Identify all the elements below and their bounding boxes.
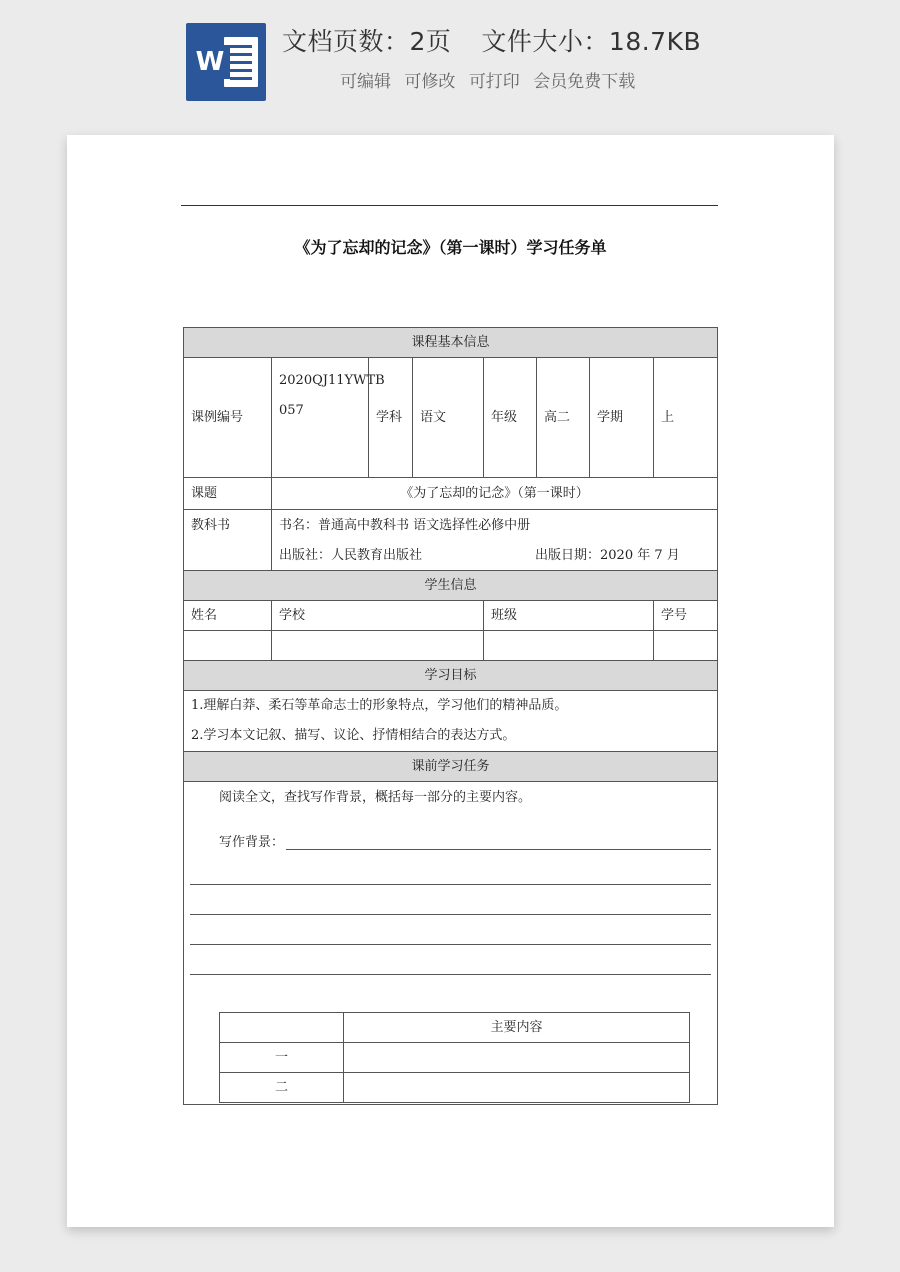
- class-field: [484, 631, 654, 661]
- topic-label: 课题: [184, 478, 272, 510]
- grade-value: 高二: [537, 358, 590, 478]
- file-size: 文件大小：18.7KB: [481, 27, 702, 56]
- subject-value: 语文: [413, 358, 484, 478]
- feature-list: [340, 67, 643, 92]
- feature-modifiable: 可修改: [404, 72, 456, 92]
- publisher-row: [279, 548, 710, 568]
- pre-task-header: 课前学习任务: [184, 752, 718, 782]
- part-label: 一: [220, 1043, 344, 1073]
- course-info-header: 课程基本信息: [184, 328, 718, 358]
- download-banner: [0, 0, 900, 118]
- main-content-header: 主要内容: [344, 1013, 690, 1043]
- topic-value: 《为了忘却的记念》（第一课时）: [272, 478, 718, 510]
- term-label: 学期: [590, 358, 654, 478]
- feature-printable: 可打印: [468, 72, 520, 92]
- goals-header: 学习目标: [184, 661, 718, 691]
- term-value: 上: [654, 358, 718, 478]
- answer-line: [286, 849, 711, 850]
- document-page: [67, 135, 834, 1227]
- answer-line: [190, 944, 711, 945]
- feature-member-download: 会员免费下载: [533, 72, 636, 92]
- header-rule: [181, 205, 718, 206]
- class-label: 班级: [484, 601, 654, 631]
- answer-line: [190, 884, 711, 885]
- task-sheet-table: [183, 327, 717, 1105]
- publisher: 出版社：人民教育出版社: [279, 548, 423, 563]
- word-icon-letter: W: [190, 45, 230, 79]
- publish-date: 出版日期：2020 年 7 月: [535, 548, 680, 563]
- summary-table: [219, 1012, 689, 1103]
- goal-item-2: 2.学习本文记叙、描写、议论、抒情相结合的表达方式。: [191, 728, 516, 743]
- document-title: 《为了忘却的记念》（第一课时）学习任务单: [294, 238, 607, 257]
- file-meta: [282, 22, 701, 58]
- case-no-label: 课例编号: [184, 358, 272, 478]
- part-content-cell: [344, 1073, 690, 1103]
- textbook-details: [272, 510, 718, 571]
- student-id-label: 学号: [654, 601, 718, 631]
- school-label: 学校: [272, 601, 484, 631]
- pre-task-body: [184, 782, 718, 1105]
- textbook-label: 教科书: [184, 510, 272, 571]
- answer-line: [190, 974, 711, 975]
- name-field: [184, 631, 272, 661]
- summary-corner-cell: [220, 1013, 344, 1043]
- student-info-header: 学生信息: [184, 571, 718, 601]
- answer-line: [190, 914, 711, 915]
- student-id-field: [654, 631, 718, 661]
- word-doc-icon: [186, 23, 266, 101]
- goal-item-1: 1.理解白莽、柔石等革命志士的形象特点，学习他们的精神品质。: [191, 698, 568, 713]
- case-no-line2: 057: [279, 403, 304, 418]
- subject-label: 学科: [369, 358, 413, 478]
- background-label: 写作背景：: [219, 835, 285, 850]
- name-label: 姓名: [184, 601, 272, 631]
- book-name: 书名：普通高中教科书 语文选择性必修中册: [279, 518, 531, 533]
- feature-editable: 可编辑: [340, 72, 391, 92]
- case-no-line1: 2020QJ11YWTB: [279, 373, 385, 388]
- school-field: [272, 631, 484, 661]
- goals-list: [184, 691, 718, 752]
- part-content-cell: [344, 1043, 690, 1073]
- grade-label: 年级: [484, 358, 537, 478]
- page-count: 文档页数：2页: [282, 27, 452, 56]
- case-no-value: [272, 358, 385, 478]
- pre-task-instruction: 阅读全文，查找写作背景，概括每一部分的主要内容。: [219, 790, 532, 805]
- part-label: 二: [220, 1073, 344, 1103]
